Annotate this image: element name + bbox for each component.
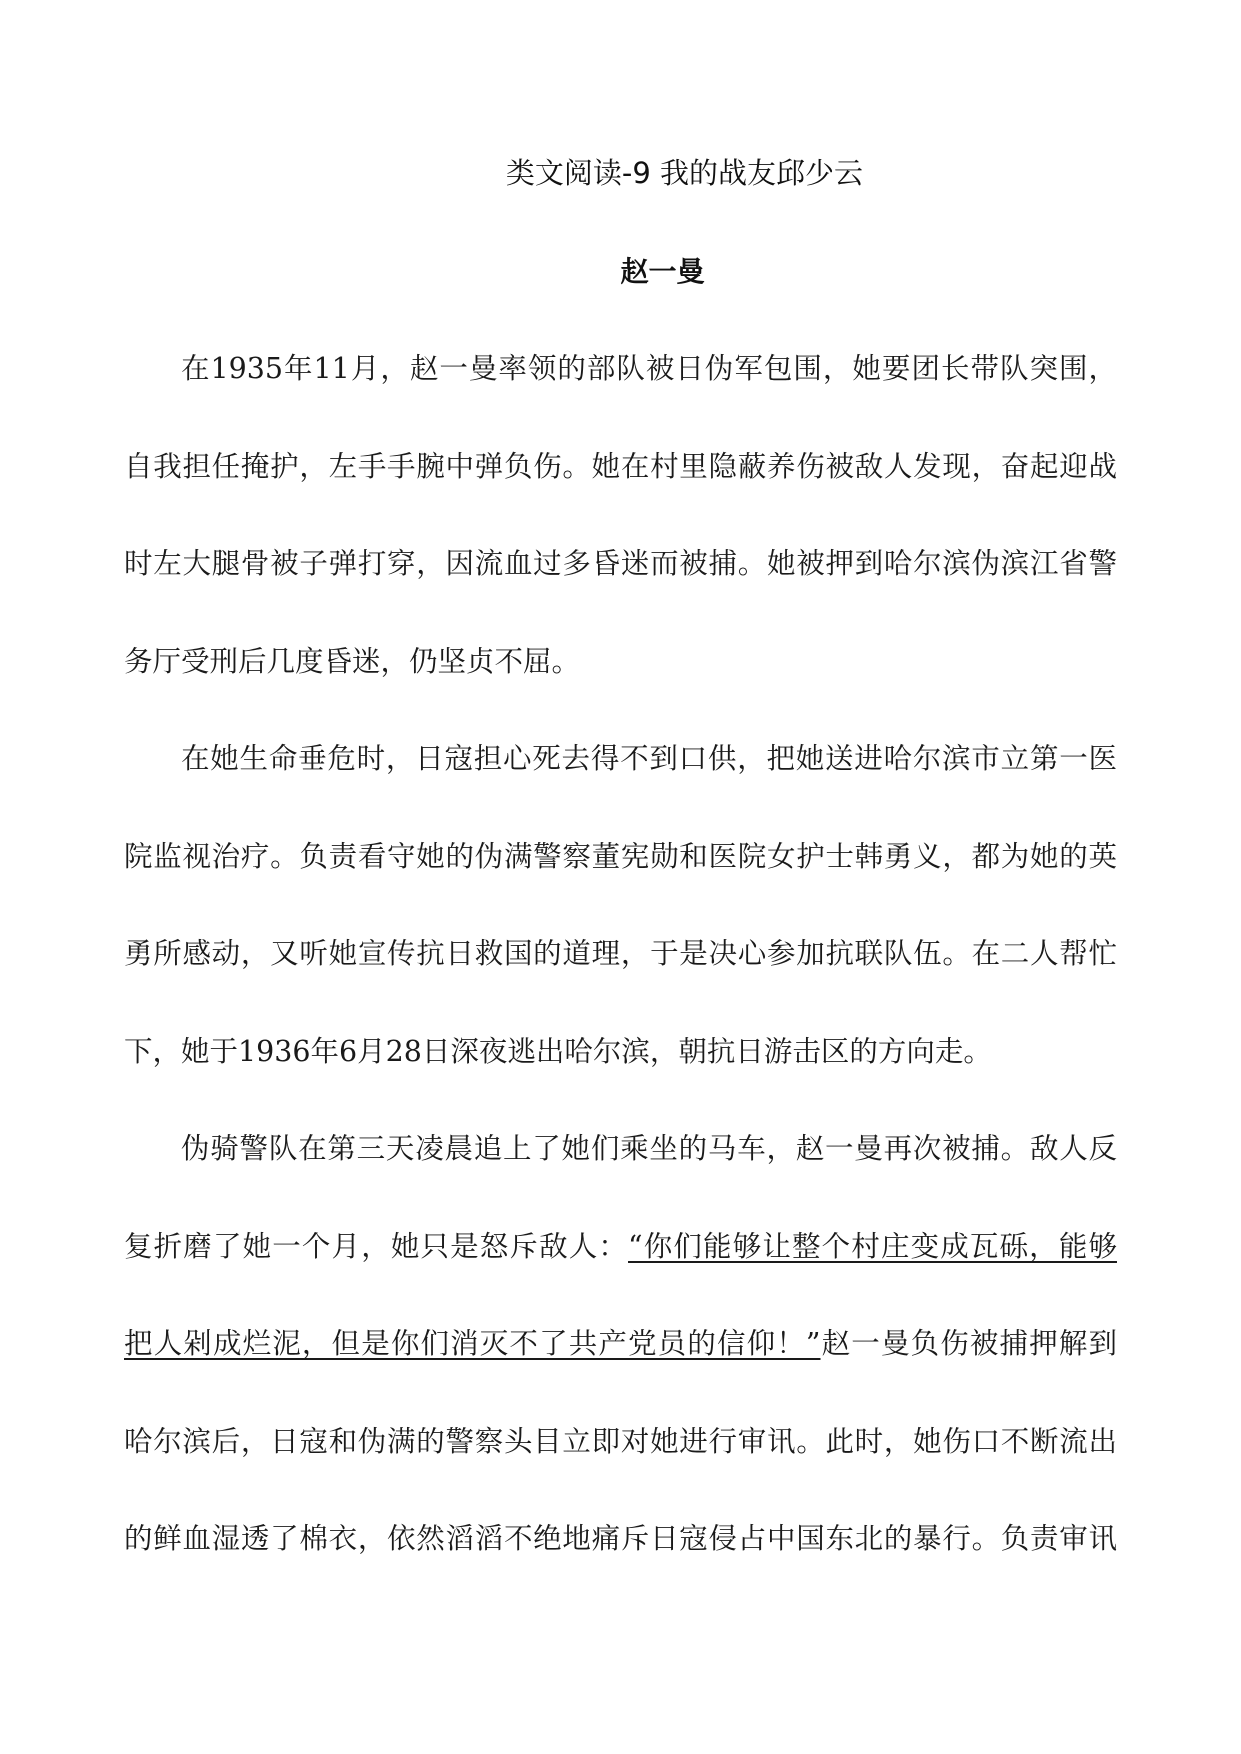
paragraph-3-line-3-text: 赵一曼负伤被捕押解到: [820, 1327, 1117, 1360]
paragraph-3-line-1: 伪骑警队在第三天凌晨追上了她们乘坐的马车，赵一曼再次被捕。敌人反: [181, 1132, 1117, 1165]
document-title: 类文阅读-9 我的战友邱少云: [505, 156, 864, 190]
paragraph-3: [124, 1100, 1117, 1588]
paragraph-1-line-1: 在1935年11月，赵一曼率领的部队被日伪军包围，她要团长带队突围，: [181, 352, 1117, 385]
paragraph-3-line-5: 的鲜血湿透了棉衣，依然滔滔不绝地痛斥日寇侵占中国东北的暴行。负责审讯: [124, 1522, 1117, 1555]
paragraph-3-line-4: 哈尔滨后，日寇和伪满的警察头目立即对她进行审讯。此时，她伤口不断流出: [124, 1424, 1117, 1458]
paragraph-2: [124, 710, 1117, 1100]
paragraph-3-line-3: [124, 1295, 1117, 1393]
paragraph-1: [124, 320, 1117, 710]
paragraph-2-line-4: 下，她于1936年6月28日深夜逃出哈尔滨，朝抗日游击区的方向走。: [124, 1034, 992, 1068]
paragraph-3-line-2-text: 复折磨了她一个月，她只是怒斥敌人：: [124, 1229, 629, 1263]
paragraph-1-line-4: 务厅受刑后几度昏迷，仍坚贞不屈。: [124, 644, 581, 678]
paragraph-2-line-2: 院监视治疗。负责看守她的伪满警察董宪勋和医院女护士韩勇义，都为她的英: [124, 839, 1117, 873]
paragraph-2-line-1: 在她生命垂危时，日寇担心死去得不到口供，把她送进哈尔滨市立第一医: [181, 742, 1117, 775]
paragraph-2-line-3: 勇所感动，又听她宣传抗日救国的道理，于是决心参加抗联队伍。在二人帮忙: [124, 937, 1117, 970]
paragraph-1-line-2: 自我担任掩护，左手手腕中弹负伤。她在村里隐蔽养伤被敌人发现，奋起迎战: [124, 449, 1117, 483]
author-name: 赵一曼: [620, 254, 705, 288]
underlined-quote-part-1: “你们能够让整个村庄变成瓦砾，能够: [628, 1229, 1117, 1263]
underlined-quote-part-2: 把人剁成烂泥，但是你们消灭不了共产党员的信仰！”: [124, 1327, 821, 1360]
paragraph-3-line-2: [124, 1198, 1117, 1296]
paragraph-1-line-3: 时左大腿骨被子弹打穿，因流血过多昏迷而被捕。她被押到哈尔滨伪滨江省警: [124, 547, 1117, 580]
